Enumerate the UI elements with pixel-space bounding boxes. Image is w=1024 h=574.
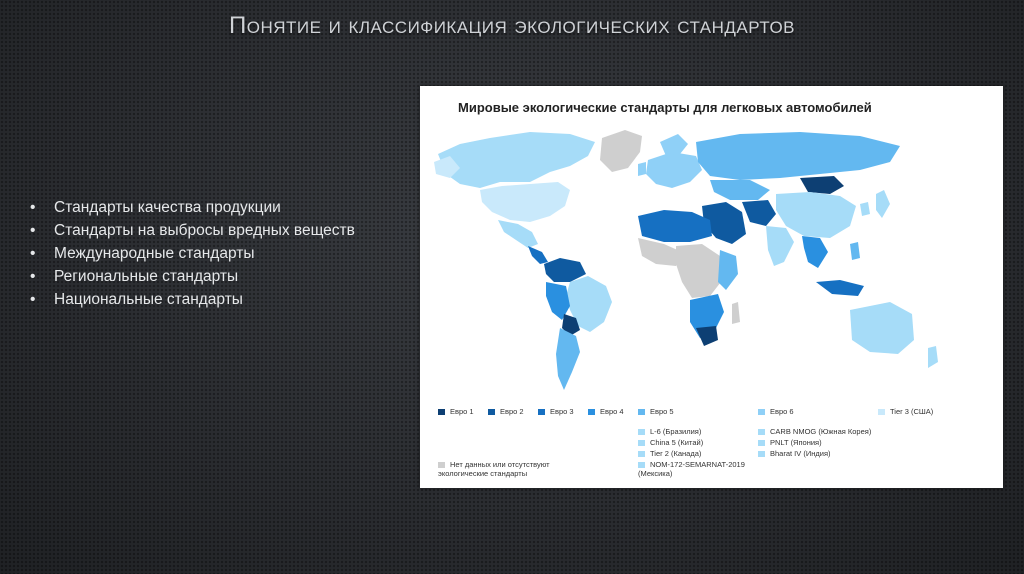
region-southeast-asia: [802, 236, 828, 268]
legend-item: [638, 438, 703, 447]
legend-item: [638, 449, 701, 458]
bullet-item: • Стандарты на выбросы вредных веществ: [30, 219, 355, 242]
legend-swatch: [438, 462, 445, 468]
region-mongolia: [800, 176, 844, 194]
legend-item: [758, 449, 831, 458]
legend-swatch: [878, 409, 885, 415]
legend-label: L-6 (Бразилия): [650, 427, 702, 436]
legend-item: [638, 460, 758, 478]
legend-item: [758, 407, 794, 416]
legend-swatch: [488, 409, 495, 415]
region-russia: [696, 132, 900, 180]
legend-item: [488, 407, 524, 416]
legend-label: Евро 2: [500, 407, 524, 416]
region-japan: [876, 190, 890, 218]
legend-swatch: [638, 429, 645, 435]
legend-swatch: [758, 429, 765, 435]
region-greenland: [600, 130, 642, 172]
region-west-africa: [638, 238, 682, 266]
legend-label: Евро 3: [550, 407, 574, 416]
legend-swatch: [538, 409, 545, 415]
legend-item: [758, 438, 822, 447]
region-central-africa: [676, 244, 724, 298]
legend-swatch: [758, 440, 765, 446]
world-map: [420, 86, 1003, 488]
legend-item: [878, 407, 933, 416]
region-indonesia: [816, 280, 864, 296]
legend-swatch: [758, 409, 765, 415]
region-north-africa: [638, 210, 712, 242]
bullet-item: • Национальные стандарты: [30, 288, 355, 311]
legend-item: [638, 427, 701, 436]
legend-swatch: [438, 409, 445, 415]
region-uk: [638, 162, 646, 176]
region-canada: [438, 132, 595, 188]
legend-label: Нет данных или отсутствуют экологические стандарты: [438, 460, 550, 478]
region-madagascar: [732, 302, 740, 324]
bullet-list: [30, 196, 355, 311]
slide-title: Понятие и классификация экологических стандартов: [228, 12, 796, 39]
legend-item: [438, 407, 474, 416]
legend-label: China 5 (Китай): [650, 438, 704, 447]
region-new-zealand: [928, 346, 938, 368]
legend-swatch: [758, 451, 765, 457]
legend-label: PNLT (Япония): [770, 438, 822, 447]
legend-item: [758, 427, 871, 436]
legend-label: Tier 2 (Канада): [650, 449, 702, 458]
region-peru-ecuador: [546, 282, 570, 320]
legend-label: Евро 5: [650, 407, 674, 416]
legend-item: [588, 407, 624, 416]
legend-swatch: [638, 451, 645, 457]
region-east-africa: [718, 250, 738, 290]
bullet-item: • Международные стандарты: [30, 242, 355, 265]
region-scandinavia: [660, 134, 688, 156]
figure-title: Мировые экологические стандарты для легковых автомобилей: [458, 100, 872, 115]
region-kazakhstan: [710, 180, 770, 200]
region-korea: [860, 202, 870, 216]
legend-label: CARB NMOG (Южная Корея): [770, 427, 872, 436]
legend-swatch: [638, 440, 645, 446]
bullet-item: • Стандарты качества продукции: [30, 196, 355, 219]
region-australia: [850, 302, 914, 354]
region-china: [776, 192, 856, 238]
legend-label: NOM-172-SEMARNAT-2019 (Мексика): [638, 460, 745, 478]
map-figure: [420, 86, 1003, 488]
legend-item: [638, 407, 674, 416]
legend-swatch: [638, 409, 645, 415]
bullet-item: • Региональные стандарты: [30, 265, 355, 288]
legend-swatch: [588, 409, 595, 415]
region-central-america: [528, 246, 548, 264]
region-venezuela-colombia: [544, 258, 586, 282]
legend-label: Евро 4: [600, 407, 624, 416]
region-usa: [480, 182, 570, 222]
region-europe: [646, 152, 702, 188]
legend-item: [538, 407, 574, 416]
legend-label: Евро 6: [770, 407, 794, 416]
legend-label: Bharat IV (Индия): [770, 449, 831, 458]
region-india: [766, 226, 794, 266]
region-mexico: [498, 220, 538, 248]
region-philippines: [850, 242, 860, 260]
legend-item: [438, 460, 573, 478]
region-iran-pakistan: [742, 200, 776, 226]
legend-swatch: [638, 462, 645, 468]
region-argentina-chile: [556, 328, 580, 390]
legend-label: Tier 3 (США): [890, 407, 934, 416]
legend-label: Евро 1: [450, 407, 474, 416]
